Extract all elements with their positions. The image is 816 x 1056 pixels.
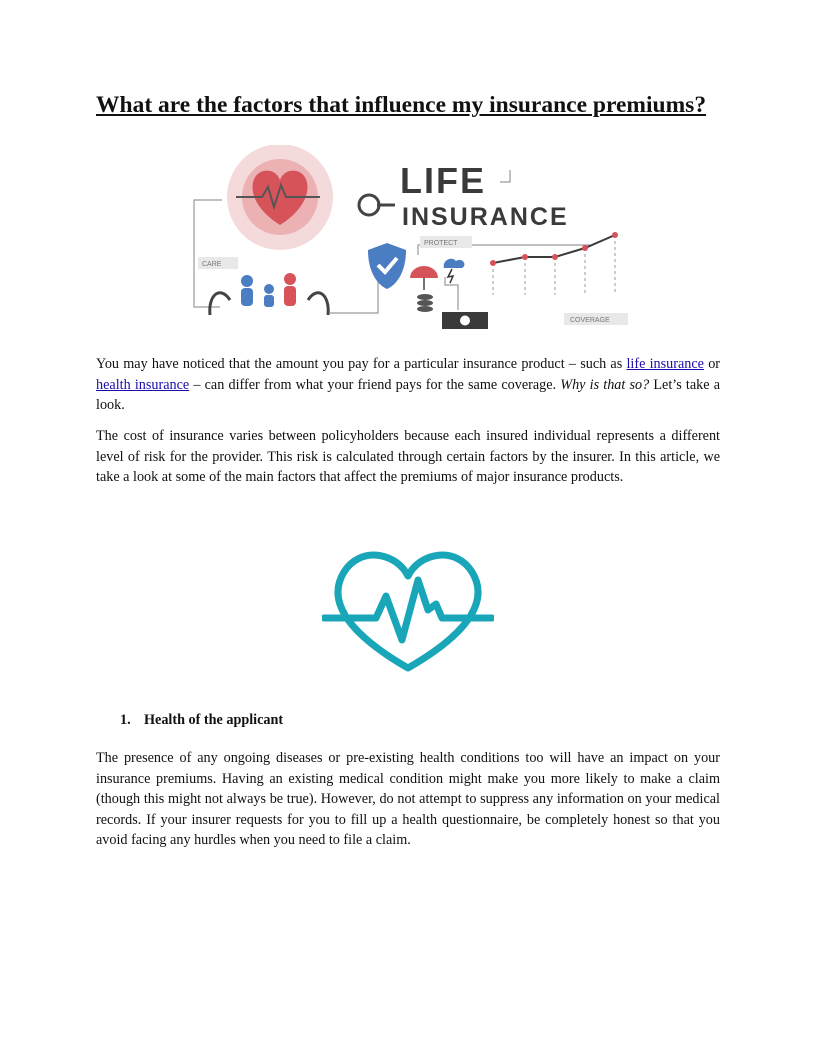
intro-text-2: or [703,356,721,372]
health-insurance-link[interactable]: health insurance [96,376,190,393]
heartbeat-icon [322,548,494,676]
section-title: Health of the applicant [144,712,284,728]
life-insurance-link[interactable]: life insurance [626,356,704,372]
label-protect: PROTECT [424,240,458,247]
shield-icon [368,243,406,289]
page-title: What are the factors that influence my insurance premiums? [96,92,707,118]
risk-paragraph: The cost of insurance varies between policyholders because each insured individual represents a different level of risk for the provider. This risk is calculated through certain factors by the insurer. In this article, we take a look at some of the main factors that affect the premiums of major insurance products. [96,428,720,485]
label-coverage: COVERAGE [570,317,610,324]
cloud-icon [444,259,465,268]
health-paragraph: The presence of any ongoing diseases or pre-existing health conditions too will have an impact on your insurance premiums. Having an existing medical condition might make you more likely to make a claim (though this might not always be true). However, do not attempt to suppress any information on your medical records. If your insurer requests for you to fill up a health questionnaire, be completely honest so that you avoid facing any hurdles when you need to file a claim. [96,750,720,848]
umbrella-icon [410,266,438,278]
intro-question: Why is that so? [560,376,650,393]
magnifier-icon [359,195,395,215]
label-care: CARE [202,261,222,268]
section-number: 1. [120,712,131,728]
family-in-hands-icon [210,273,328,315]
intro-paragraph [96,354,720,416]
intro-text-1: You may have noticed that the amount you pay for a particular insurance product – such as [96,356,627,372]
hero-word-life: LIFE [400,160,486,201]
intro-text-4: Let’s take a look. [96,376,721,413]
life-insurance-illustration [180,145,630,330]
hero-word-insurance: INSURANCE [402,203,569,231]
section-heading-health [120,712,283,729]
intro-text-3: – can differ from what your friend pays for the same coverage. [189,376,561,393]
coins-icon [417,294,433,312]
